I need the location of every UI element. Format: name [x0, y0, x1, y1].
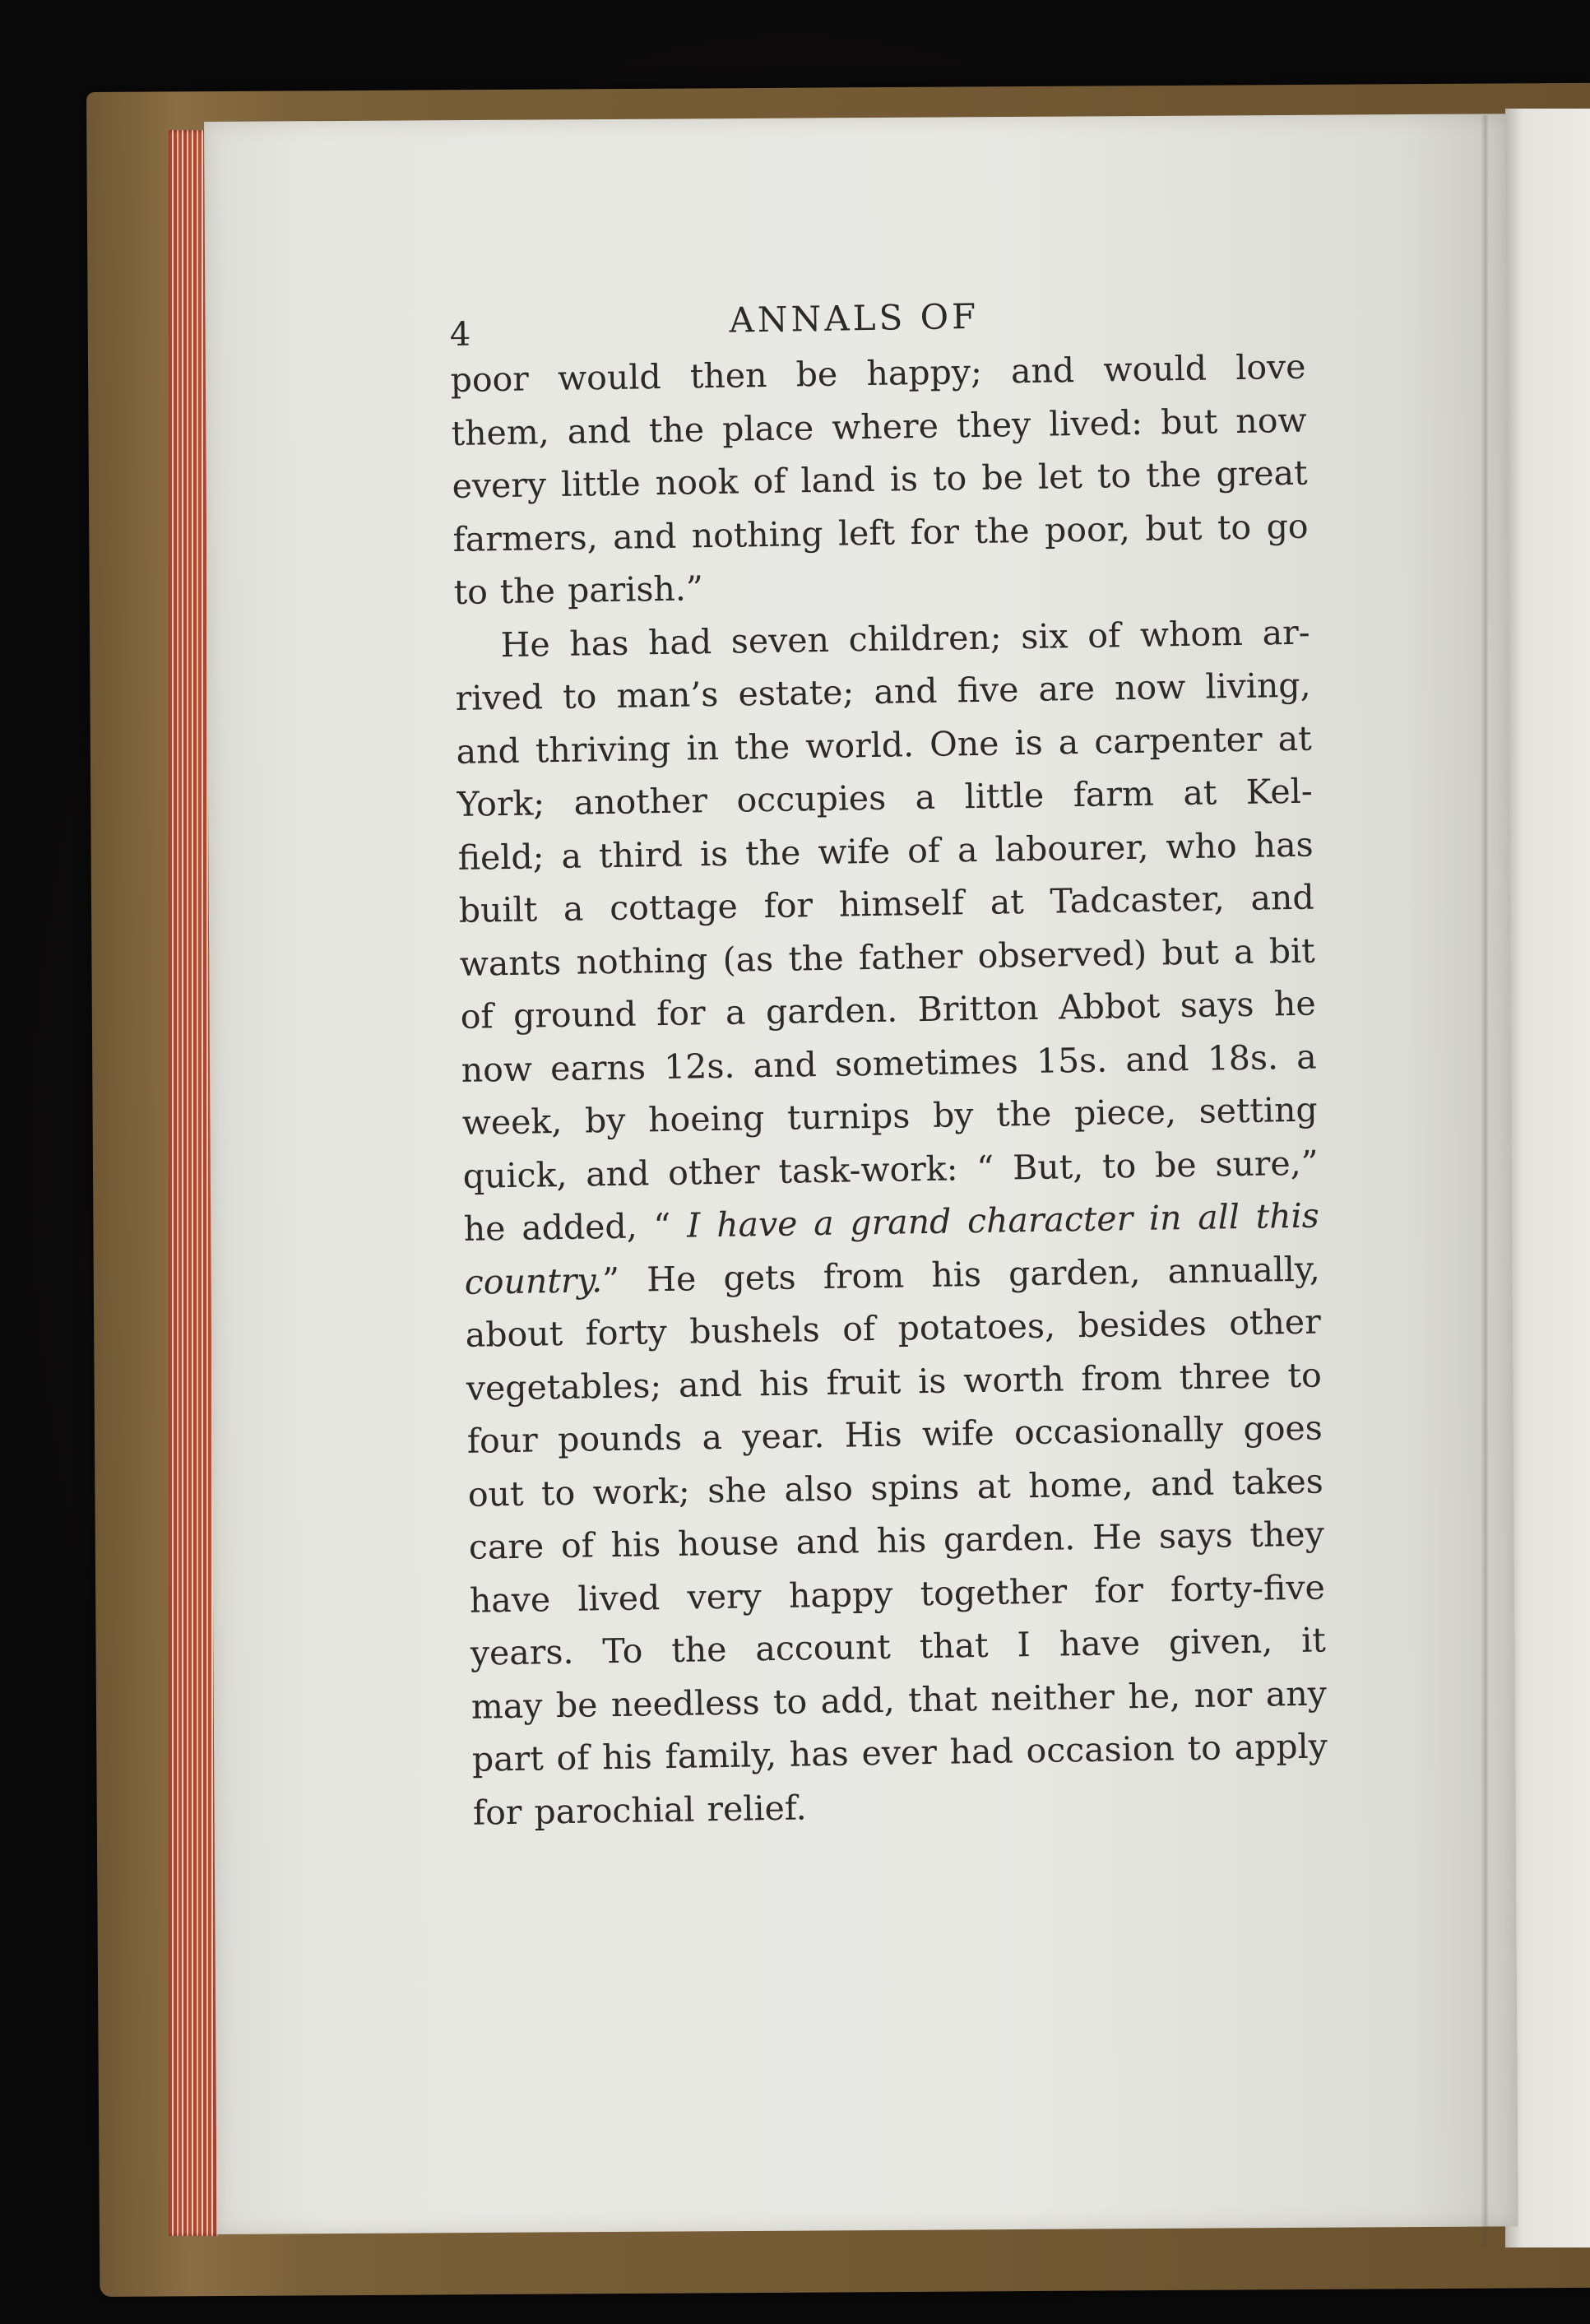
- text-line: York; another occupies a little farm at Kel-: [457, 771, 1313, 824]
- text-run: ” He gets from his garden, annually,: [601, 1249, 1321, 1300]
- text-line: may be needless to add, that neither he, nor any: [471, 1672, 1328, 1727]
- text-run: he added, “: [463, 1205, 688, 1249]
- text-line: every little nook of land is to be let to the great: [452, 452, 1308, 506]
- text-line: part of his family, has ever had occasion to apply: [471, 1726, 1328, 1779]
- text-line: years. To the account that I have given, it: [470, 1620, 1327, 1673]
- text-line: wants nothing (as the father observed) but a bit: [459, 930, 1315, 984]
- facing-page: [1505, 109, 1590, 2247]
- text-line: week, by hoeing turnips by the piece, setting: [461, 1089, 1319, 1143]
- text-line: four pounds a year. His wife occasionally goes: [466, 1408, 1323, 1461]
- text-line: now earns 12s. and sometimes 15s. and 18s. a: [461, 1037, 1318, 1090]
- text-line: farmers, and nothing left for the poor, but to go: [452, 506, 1309, 559]
- text-line: have lived very happy together for forty-five: [469, 1566, 1326, 1621]
- italic-text: I have a grand character in all this: [686, 1195, 1320, 1245]
- running-head: ANNALS OF: [729, 295, 980, 341]
- text-line: quick, and other task-work: “ But, to be sure,”: [462, 1143, 1319, 1196]
- text-line: and thriving in the world. One is a carpenter at: [456, 718, 1312, 772]
- gutter-shadow: [1481, 115, 1489, 2246]
- page-text: [449, 283, 1328, 1839]
- text-line: He has had seven children; six of whom ar-: [500, 612, 1310, 665]
- text-line: built a cottage for himself at Tadcaster, and: [458, 877, 1314, 930]
- text-line: rived to man’s estate; and five are now living,: [455, 665, 1311, 718]
- text-line: to the parish.”: [453, 568, 704, 612]
- text-line: for parochial relief.: [472, 1787, 807, 1833]
- italic-text: country.: [464, 1259, 603, 1302]
- text-line: poor would then be happy; and would love: [450, 346, 1306, 400]
- text-line: them, and the place where they lived: but now: [451, 400, 1307, 453]
- page-number: 4: [449, 315, 472, 354]
- text-line: out to work; she also spins at home, and takes: [467, 1460, 1324, 1515]
- text-line: about forty bushels of potatoes, besides other: [465, 1301, 1322, 1355]
- text-line: care of his house and his garden. He says they: [468, 1514, 1325, 1567]
- text-line: of ground for a garden. Britton Abbot says he: [460, 983, 1317, 1037]
- text-line: vegetables; and his fruit is worth from three to: [466, 1355, 1323, 1408]
- text-line: field; a third is the wife of a labourer, who has: [457, 824, 1314, 878]
